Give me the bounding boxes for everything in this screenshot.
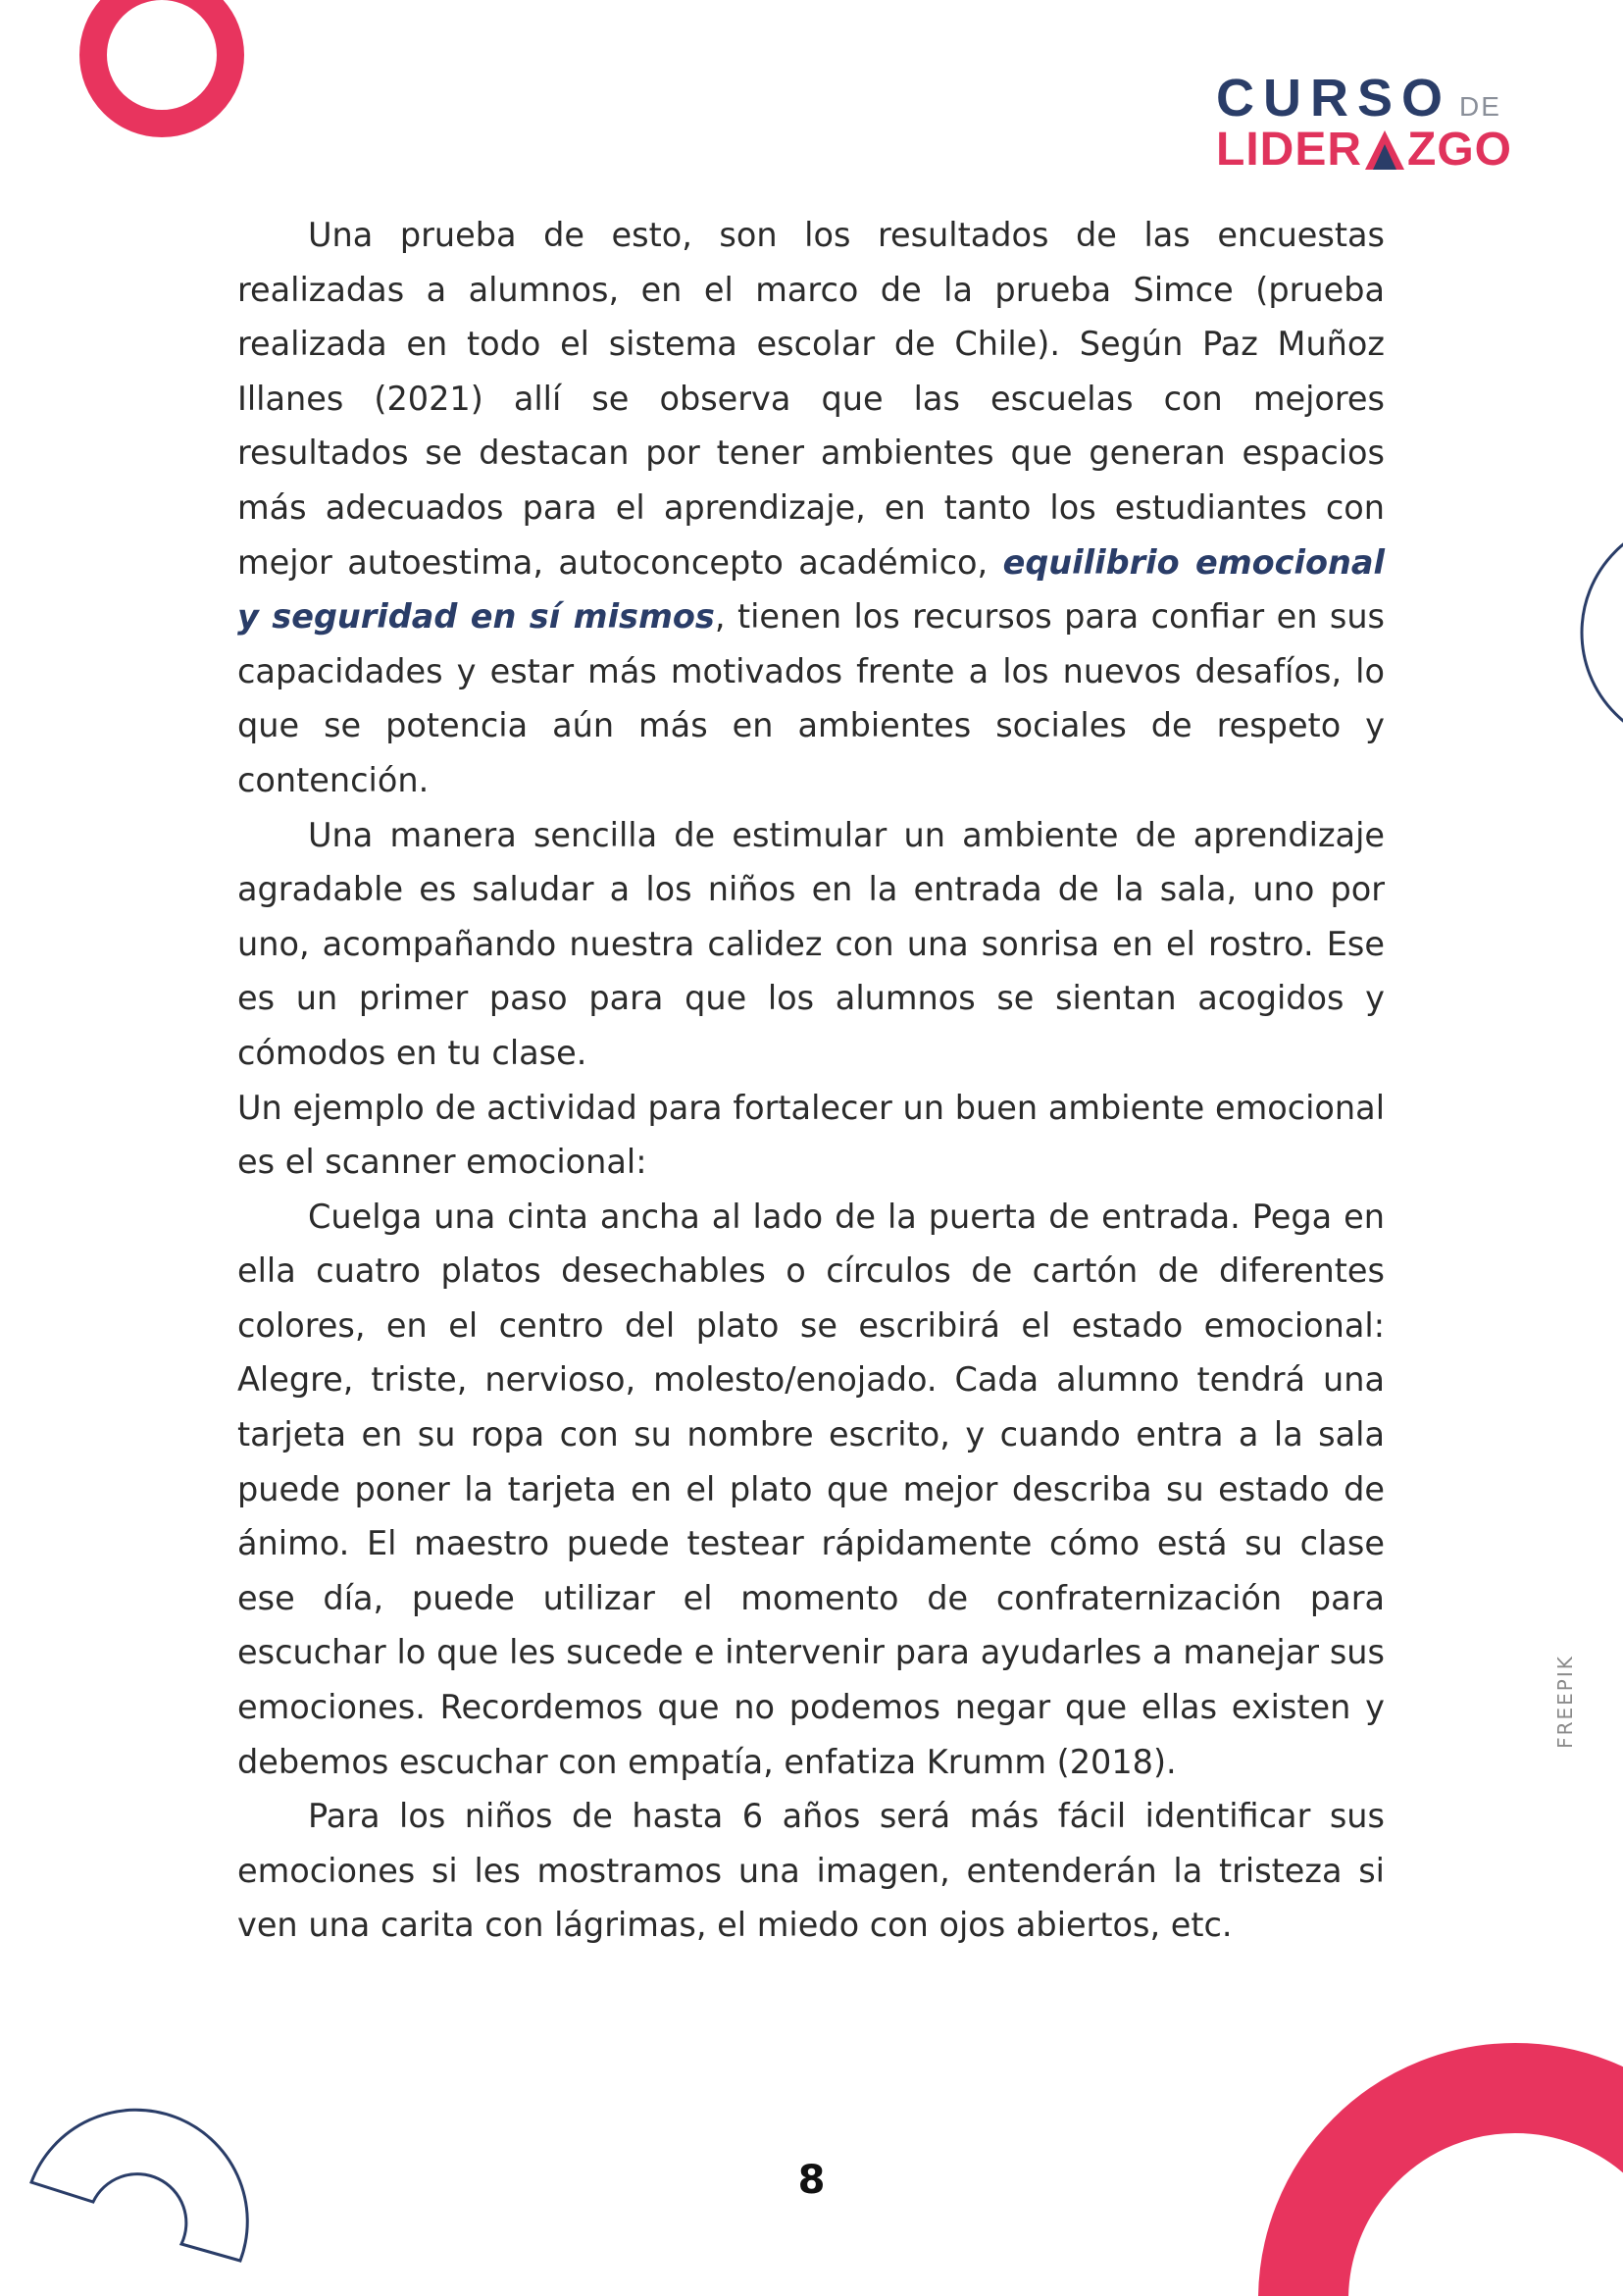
paragraph-3: Un ejemplo de actividad para fortalecer un buen ambiente emocional es el scanner emocional: xyxy=(237,1088,1385,1182)
logo-zgo-text: ZGO xyxy=(1407,124,1512,176)
top-left-ring-decoration xyxy=(0,0,255,147)
logo-triangle-a-icon xyxy=(1363,128,1406,172)
logo-curso-text: CURSO xyxy=(1216,69,1452,128)
logo-line-1 xyxy=(1216,69,1501,128)
course-logo xyxy=(1216,69,1530,181)
image-credit: FREEPIK xyxy=(1553,1655,1577,1749)
logo-de-text: DE xyxy=(1459,91,1501,122)
paragraph-1-text-start: Una prueba de esto, son los resultados de las encuestas realizadas a alumnos, en el marco de la prueba Simce (prueba realizada en todo el sistema escolar de Chile). Según Paz Muñoz Illanes (2021) allí se observa que las escuelas con mejores resultados se destacan por tener ambientes que generan espacios más adecuados para el aprendizaje, en tanto los estudiantes con mejor autoestima, autoconcepto académico, xyxy=(237,216,1385,582)
paragraph-2: Una manera sencilla de estimular un ambiente de aprendizaje agradable es saludar a los niños en la entrada de la sala, uno por uno, acompañando nuestra calidez con una sonrisa en el rostro. Ese es un primer paso para que los alumnos se sientan acogidos y cómodos en tu clase. xyxy=(237,815,1385,1072)
page-number: 8 xyxy=(797,2158,826,2203)
highlighted-phrase: equilibrio emocional y seguridad en sí mismos xyxy=(237,542,1385,637)
paragraph-1 xyxy=(237,208,1385,808)
body-text xyxy=(237,208,1385,1953)
paragraph-4: Cuelga una cinta ancha al lado de la puerta de entrada. Pega en ella cuatro platos desechables o círculos de cartón de diferentes colores, en el centro del plato se escribirá el estado emocional: Alegre, triste, nervioso, molesto/enojado. Cada alumno tendrá una tarjeta en su ropa con su nombre escrito, y cuando entra a la sala puede poner la tarjeta en el plato que mejor describa su estado de ánimo. El maestro puede testear rápidamente cómo está su clase ese día, puede utilizar el momento de confraternización para escuchar lo que les sucede e intervenir para ayudarles a manejar sus emociones. Recordemos que no podemos negar que ellas existen y debemos escuchar con empatía, enfatiza Krumm (2018). xyxy=(237,1197,1385,1781)
logo-lider-text: LIDER xyxy=(1216,124,1362,176)
paragraph-5: Para los niños de hasta 6 años será más fácil identificar sus emociones si les mostramos una imagen, entenderán la tristeza si ven una carita con lágrimas, el miedo con ojos abiertos, etc. xyxy=(237,1797,1385,1945)
paragraph-1-text-end: , tienen los recursos para confiar en sus capacidades y estar más motivados frente a los nuevos desafíos, lo que se potencia aún más en ambientes sociales de respeto y contención. xyxy=(237,597,1385,799)
right-arc-decoration xyxy=(1510,510,1623,755)
logo-line-2 xyxy=(1216,123,1512,178)
